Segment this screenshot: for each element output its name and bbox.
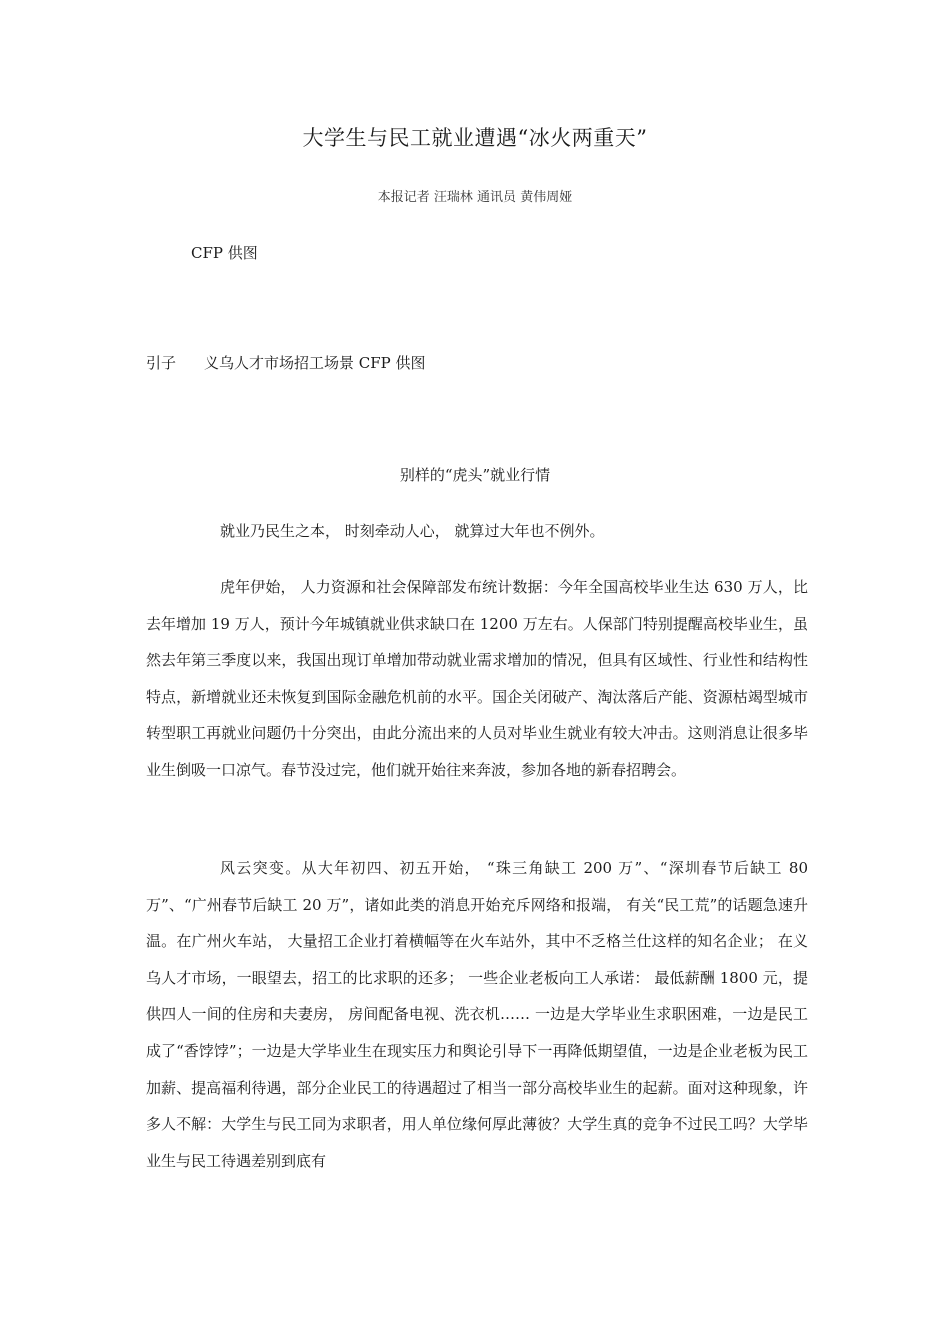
caption-text: 义乌人才市场招工场景 CFP 供图 — [204, 354, 426, 372]
section-heading: 别样的“虎头”就业行情 — [399, 466, 551, 484]
photo-credit: CFP 供图 — [191, 244, 258, 262]
article-title: 大学生与民工就业遭遇“冰火两重天” — [302, 126, 648, 150]
body-paragraph: 风云突变。从大年初四、初五开始， “珠三角缺工 200 万”、“深圳春节后缺工 80 万”、“广州春节后缺工 20 万”，诸如此类的消息开始充斥网络和报端， 有关“民工荒”的话题急速升温。在广州火车站， 大量招工企业打着横幅等在火车站外，其中不乏格兰仕这样的知名企业； 在义乌人才市场，一眼望去，招工的比求职的还多； 一些企业老板向工人承诺： 最低薪酬 1800 元，提供四人一间的住房和夫妻房， 房间配备电视、洗衣机…… 一边是大学毕业生求职困难，一边是民工成了“香饽饽”；一边是大学毕业生在现实压力和舆论引导下一再降低期望值，一边是企业老板为民工加薪、提高福利待遇，部分企业民工的待遇超过了相当一部分高校毕业生的起薪。面对这种现象，许多人不解：大学生与民工同为求职者，用人单位缘何厚此薄彼？大学生真的竞争不过民工吗？大学毕业生与民工待遇差别到底有 — [146, 859, 808, 1170]
article-byline: 本报记者 汪瑞林 通讯员 黄伟周娅 — [377, 190, 573, 205]
caption-label: 引子 — [146, 354, 177, 372]
body-paragraph: 虎年伊始， 人力资源和社会保障部发布统计数据：今年全国高校毕业生达 630 万人，比去年增加 19 万人，预计今年城镇就业供求缺口在 1200 万左右。人保部门特别提醒高校毕业生，虽然去年第三季度以来，我国出现订单增加带动就业需求增加的情况，但具有区域性、行业性和结构性特点，新增就业还未恢复到国际金融危机前的水平。国企关闭破产、淘汰落后产能、资源枯竭型城市转型职工再就业问题仍十分突出，由此分流出来的人员对毕业生就业有较大冲击。这则消息让很多毕业生倒吸一口凉气。春节没过完，他们就开始往来奔波，参加各地的新春招聘会。 — [146, 578, 808, 779]
photo-caption — [146, 352, 426, 373]
body-paragraph: 就业乃民生之本， 时刻牵动人心， 就算过大年也不例外。 — [220, 522, 605, 540]
